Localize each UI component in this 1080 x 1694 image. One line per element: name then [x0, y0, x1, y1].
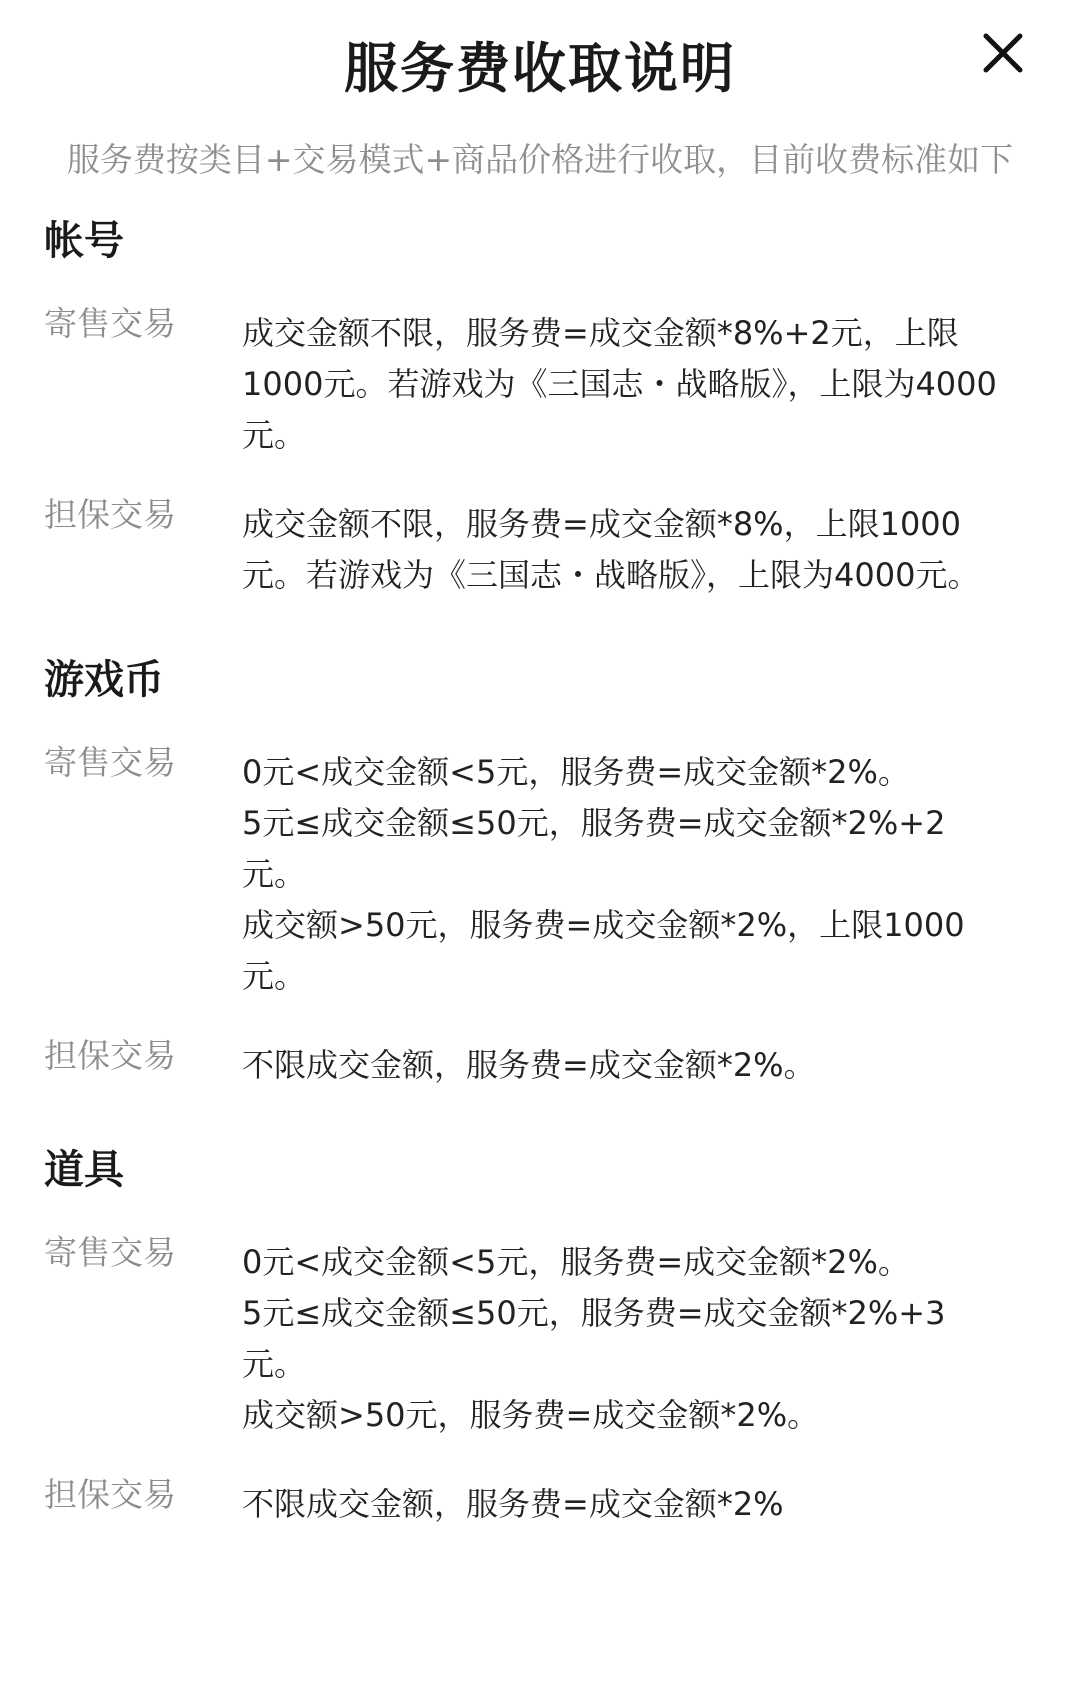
section-title: 道具: [44, 1147, 124, 1193]
trade-mode-label: 寄售交易: [44, 1233, 176, 1272]
close-icon: [978, 28, 1028, 78]
dialog-subtitle: 服务费按类目+交易模式+商品价格进行收取，目前收费标准如下: [66, 140, 1014, 179]
section-account: [44, 212, 1044, 601]
fee-row: [44, 495, 1044, 601]
fee-rule-line: 不限成交金额，服务费=成交金额*2%: [242, 1485, 784, 1523]
section-title: 帐号: [44, 218, 124, 264]
fee-rule-line: 成交额>50元，服务费=成交金额*2%，上限1000元。: [242, 906, 965, 995]
fee-row: [44, 304, 1044, 461]
trade-mode-label: 担保交易: [44, 1036, 176, 1075]
fee-rule-line: 0元<成交金额<5元，服务费=成交金额*2%。: [242, 1243, 910, 1281]
fee-rule-line: 成交额>50元，服务费=成交金额*2%。: [242, 1396, 820, 1434]
dialog-title: 服务费收取说明: [344, 37, 736, 100]
fee-content: [44, 212, 1044, 1568]
section-title: 游戏币: [44, 657, 164, 703]
fee-rule-text: [242, 308, 1002, 461]
fee-rule-line: 5元≤成交金额≤50元，服务费=成交金额*2%+2元。: [242, 804, 946, 893]
fee-rule-text: [242, 747, 1002, 1002]
dialog-header: [0, 0, 1080, 130]
fee-rule-line: 不限成交金额，服务费=成交金额*2%。: [242, 1046, 816, 1084]
scroll-fade: [0, 1654, 1080, 1694]
close-button[interactable]: [978, 28, 1028, 78]
fee-rule-line: 5元≤成交金额≤50元，服务费=成交金额*2%+3元。: [242, 1294, 946, 1383]
fee-row: [44, 1036, 1044, 1091]
section-items: [44, 1141, 1044, 1530]
fee-row: [44, 743, 1044, 1002]
trade-mode-label: 寄售交易: [44, 304, 176, 343]
trade-mode-label: 担保交易: [44, 1475, 176, 1514]
fee-rule-line: 成交金额不限，服务费=成交金额*8%，上限1000元。若游戏为《三国志・战略版》，上限为4000元。: [242, 505, 980, 594]
fee-rule-text: [242, 1040, 1002, 1091]
fee-rule-text: [242, 1237, 1002, 1441]
fee-rule-text: [242, 499, 1002, 601]
trade-mode-label: 担保交易: [44, 495, 176, 534]
fee-rule-text: [242, 1479, 1002, 1530]
fee-row: [44, 1233, 1044, 1441]
section-game-currency: [44, 651, 1044, 1091]
fee-row: [44, 1475, 1044, 1530]
fee-rule-line: 0元<成交金额<5元，服务费=成交金额*2%。: [242, 753, 910, 791]
trade-mode-label: 寄售交易: [44, 743, 176, 782]
fee-rule-line: 成交金额不限，服务费=成交金额*8%+2元，上限1000元。若游戏为《三国志・战略版》，上限为4000元。: [242, 314, 997, 454]
